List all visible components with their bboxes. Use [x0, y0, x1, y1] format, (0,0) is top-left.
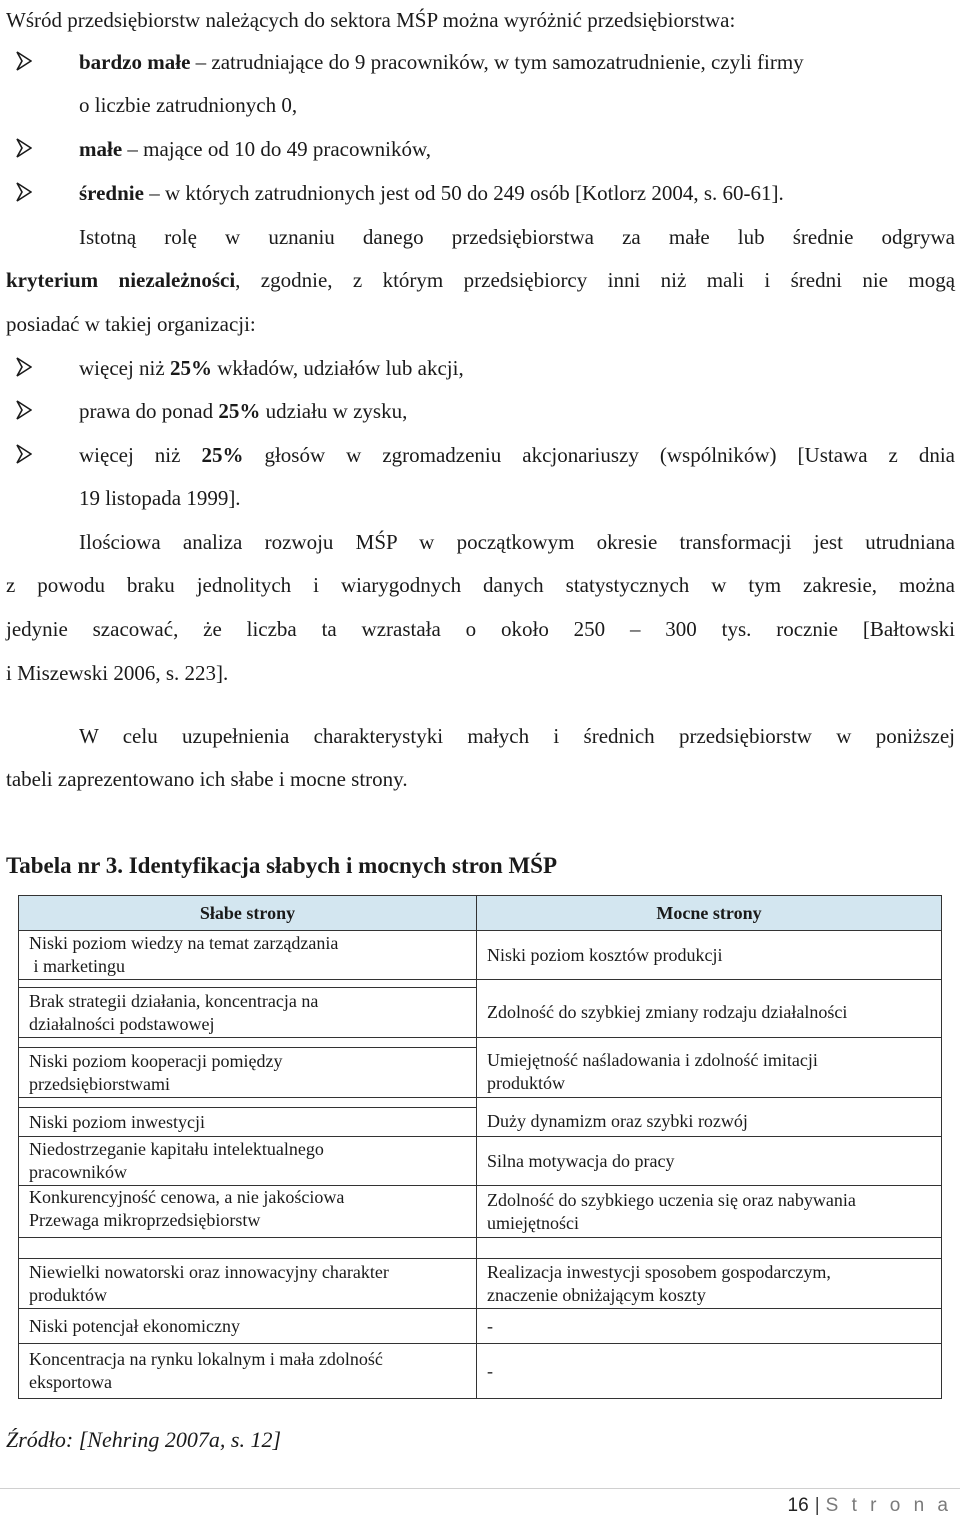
- list-item: bardzo małe – zatrudniające do 9 pracowników, w tym samozatrudnienie, czyli firmy: [79, 50, 804, 74]
- table-row: [19, 1186, 942, 1238]
- paragraph-line: z powodu braku jednolitych i wiarygodnych danych statystycznych w tym zakresie, można: [6, 573, 955, 597]
- paragraph-line: kryterium niezależności, zgodnie, z którym przedsiębiorcy inni niż mali i średni nie mogą: [6, 268, 956, 292]
- strong-cell: Umiejętność naśladowania i zdolność imitacji produktów: [477, 1048, 942, 1098]
- table-spacer-row: [19, 1038, 942, 1048]
- table-spacer-row: [19, 1238, 942, 1259]
- table-spacer-row: [19, 980, 942, 988]
- table-row: [19, 1309, 942, 1344]
- paragraph-line: i Miszewski 2006, s. 223].: [6, 661, 229, 685]
- table-row: [19, 1344, 942, 1399]
- paragraph-line: posiadać w takiej organizacji:: [6, 312, 256, 336]
- strengths-weaknesses-table: [18, 895, 942, 1399]
- page-number: 16: [787, 1495, 809, 1516]
- intro-lead: Wśród przedsiębiorstw należących do sektora MŚP można wyróżnić przedsiębiorstwa:: [6, 8, 736, 32]
- arrow-bullet-icon: [16, 138, 32, 158]
- strong-cell: -: [477, 1309, 942, 1344]
- weak-cell: Niski poziom wiedzy na temat zarządzania i marketingu: [19, 931, 477, 980]
- paragraph-line: Istotną rolę w uznaniu danego przedsiębiorstwa za małe lub średnie odgrywa: [79, 225, 955, 249]
- table-header-row: [19, 896, 942, 931]
- arrow-bullet-icon: [16, 182, 32, 202]
- list-item: więcej niż 25% głosów w zgromadzeniu akcjonariuszy (wspólników) [Ustawa z dnia: [79, 443, 956, 467]
- footer-separator: |: [814, 1495, 820, 1516]
- paragraph-line: jedynie szacować, że liczba ta wzrastała o około 250 – 300 tys. rocznie [Bałtowski: [6, 617, 955, 641]
- list-item: małe – mające od 10 do 49 pracowników,: [79, 137, 432, 161]
- table-source: Źródło: [Nehring 2007a, s. 12]: [6, 1427, 282, 1452]
- page-label: S t r o n a: [825, 1495, 952, 1516]
- weak-cell: Niski potencjał ekonomiczny: [19, 1309, 477, 1344]
- weak-cell: Brak strategii działania, koncentracja na działalności podstawowej: [19, 988, 477, 1038]
- table-row: [19, 1259, 942, 1309]
- strong-cell: Realizacja inwestycji sposobem gospodarczym, znaczenie obniżającym koszty: [477, 1259, 942, 1309]
- page-footer: [788, 1494, 952, 1518]
- strong-cell: Silna motywacja do pracy: [477, 1137, 942, 1186]
- strong-cell: Duży dynamizm oraz szybki rozwój: [477, 1108, 942, 1137]
- list-item-continuation: o liczbie zatrudnionych 0,: [79, 93, 298, 117]
- table-row: [19, 1108, 942, 1137]
- strong-cell: Zdolność do szybkiej zmiany rodzaju działalności: [477, 988, 942, 1038]
- strong-cell: Niski poziom kosztów produkcji: [477, 931, 942, 980]
- header-strong: Mocne strony: [477, 896, 942, 931]
- list-item: średnie – w których zatrudnionych jest od 50 do 249 osób [Kotlorz 2004, s. 60-61].: [79, 181, 784, 205]
- paragraph-line: Ilościowa analiza rozwoju MŚP w początkowym okresie transformacji jest utrudniana: [79, 530, 955, 554]
- table-caption: Tabela nr 3. Identyfikacja słabych i mocnych stron MŚP: [6, 853, 557, 878]
- weak-cell: Konkurencyjność cenowa, a nie jakościowa Przewaga mikroprzedsiębiorstw: [19, 1186, 477, 1238]
- paragraph-line: W celu uzupełnienia charakterystyki małych i średnich przedsiębiorstw w poniższej: [79, 724, 955, 748]
- footer-divider: [0, 1488, 960, 1489]
- arrow-bullet-icon: [16, 444, 32, 464]
- weak-cell: Niewielki nowatorski oraz innowacyjny charakter produktów: [19, 1259, 477, 1309]
- weak-cell: Niski poziom kooperacji pomiędzy przedsiębiorstwami: [19, 1048, 477, 1098]
- weak-cell: Niski poziom inwestycji: [19, 1108, 477, 1137]
- arrow-bullet-icon: [16, 357, 32, 377]
- weak-cell: Niedostrzeganie kapitału intelektualnego pracowników: [19, 1137, 477, 1186]
- list-item-continuation: 19 listopada 1999].: [79, 486, 241, 510]
- paragraph-line: tabeli zaprezentowano ich słabe i mocne strony.: [6, 767, 408, 791]
- strong-cell: Zdolność do szybkiego uczenia się oraz nabywania umiejętności: [477, 1186, 942, 1238]
- weak-cell: Koncentracja na rynku lokalnym i mała zdolność eksportowa: [19, 1344, 477, 1399]
- header-weak: Słabe strony: [19, 896, 477, 931]
- arrow-bullet-icon: [16, 400, 32, 420]
- table-row: [19, 931, 942, 980]
- list-item: prawa do ponad 25% udziału w zysku,: [79, 399, 408, 423]
- table-spacer-row: [19, 1098, 942, 1108]
- table-row: [19, 988, 942, 1038]
- list-item: więcej niż 25% wkładów, udziałów lub akcji,: [79, 356, 464, 380]
- table-row: [19, 1048, 942, 1098]
- table-row: [19, 1137, 942, 1186]
- arrow-bullet-icon: [16, 51, 32, 71]
- strong-cell: -: [477, 1344, 942, 1399]
